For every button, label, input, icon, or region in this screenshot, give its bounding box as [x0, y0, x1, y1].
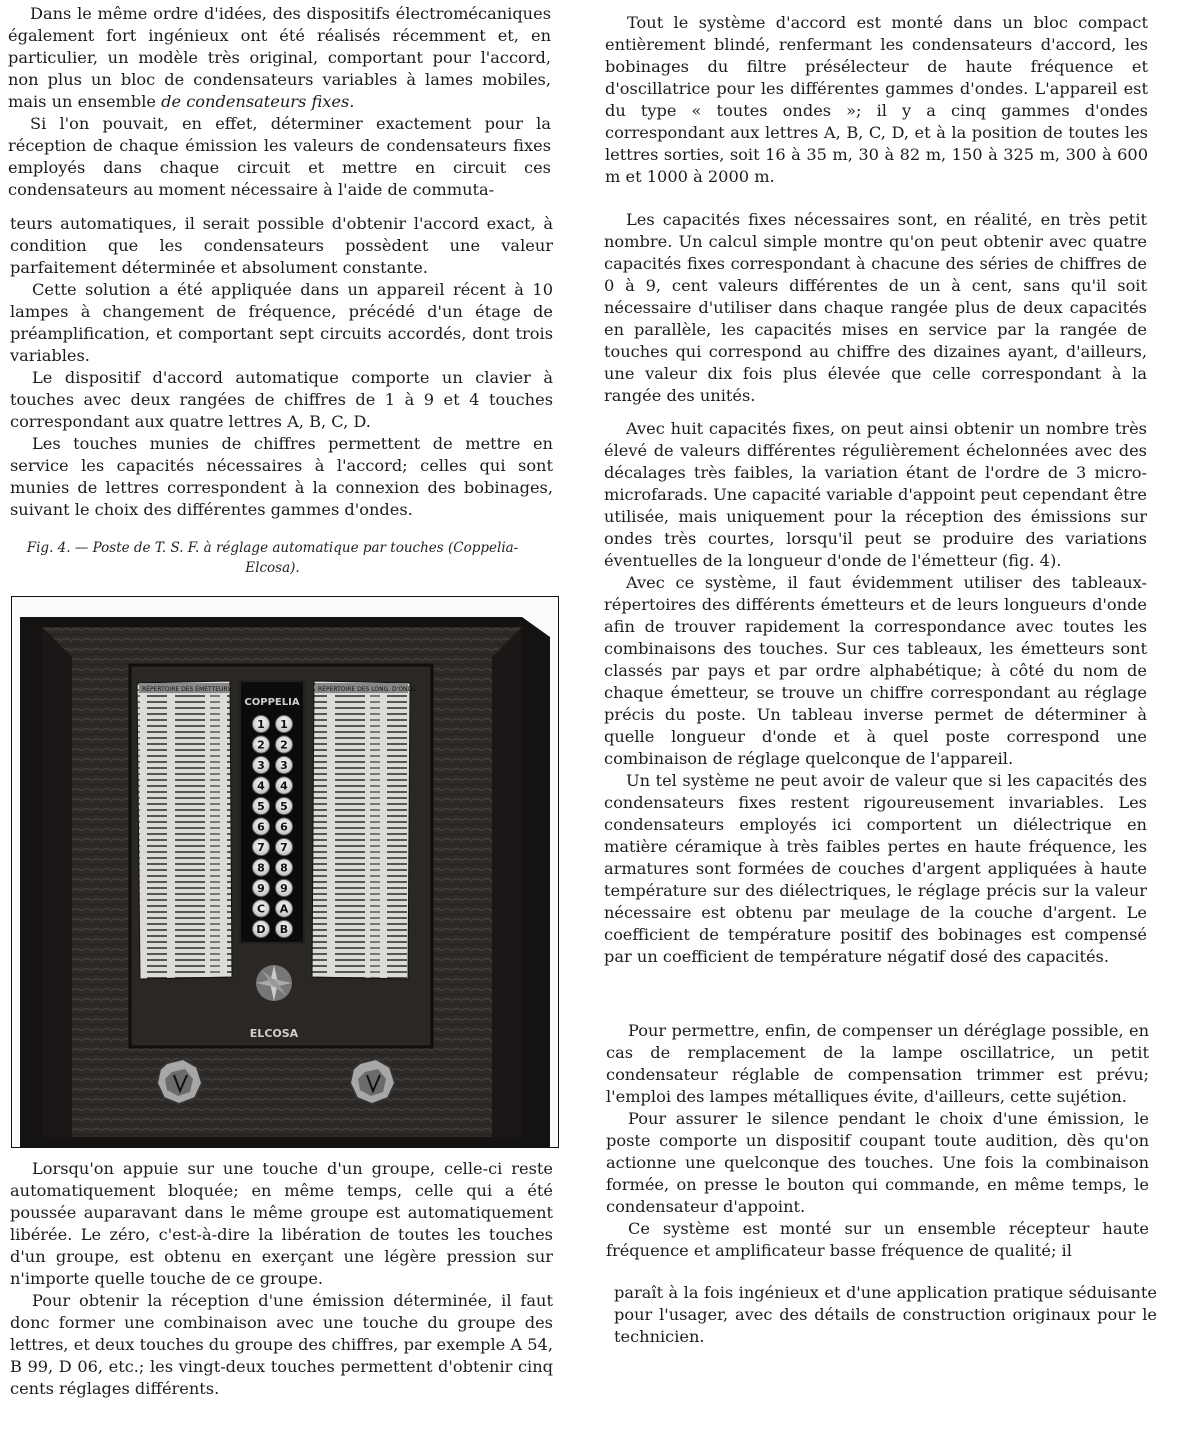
- brand-top-label: COPPELIA: [244, 697, 300, 708]
- right-column-top: [605, 12, 1148, 188]
- keypad-frame: [240, 681, 304, 943]
- radio-key-label: 3: [257, 759, 265, 772]
- radio-key-label: D: [256, 923, 266, 936]
- right-column-main: [604, 418, 1147, 968]
- paragraph: teurs automatiques, il serait possible d'obtenir l'accord exact, à condition que les condensateurs possèdent une valeur parfaitement déterminée et absolument constante.: [10, 214, 553, 277]
- figure-caption: Fig. 4. — Poste de T. S. F. à réglage automatique par touches (Coppelia-Elcosa).: [26, 540, 519, 576]
- radio-key-label: 6: [257, 820, 265, 834]
- radio-key-label: 3: [280, 759, 288, 772]
- paragraph: Lorsqu'on appuie sur une touche d'un groupe, celle-ci reste automatiquement bloquée; en même temps, celle qui a été poussée auparavant dans le même groupe est automatiquement libérée. Le zéro, c'est-à-dire la libération de toutes les touches d'un groupe, est obtenu en exerçant une légère pression sur n'importe quelle touche de ce groupe.: [10, 1159, 553, 1288]
- radio-key-label: 9: [257, 882, 265, 895]
- paragraph: Les touches munies de chiffres permettent de mettre en service les capacités nécessaires à l'accord; celles qui sont munies de lettres correspondent à la connexion des bobinages, suivant le choix des différentes gammes d'ondes.: [10, 434, 553, 519]
- right-column-final: [614, 1282, 1157, 1348]
- radio-key-label: C: [256, 902, 266, 916]
- paragraph: Le dispositif d'accord automatique comporte un clavier à touches avec deux rangées de chiffres de 1 à 9 et 4 touches correspondant aux quatre lettres A, B, C, D.: [10, 368, 553, 431]
- paragraph: Si l'on pouvait, en effet, déterminer exactement pour la réception de chaque émission les valeurs de condensateurs fixes employés dans chaque circuit et mettre en circuit ces condensateurs au moment nécessaire à l'aide de commuta-: [8, 114, 551, 199]
- radio-key-label: 5: [280, 800, 288, 813]
- radio-key-label: A: [279, 902, 289, 916]
- paragraph: Les capacités fixes nécessaires sont, en réalité, en très petit nombre. Un calcul simple montre qu'on peut obtenir avec quatre capacités fixes correspondant à chacune des séries de chiffres de 0 à 9, cent valeurs différentes de un à cent, sans qu'il soit nécessaire d'utiliser dans chaque rangée plus de deux capacités en parallèle, les capacités mises en service par la rangée de touches qui correspond au chiffre des dizaines ayant, d'ailleurs, une valeur dix fois plus élevée que celle correspondant à la rangée des unités.: [604, 210, 1147, 405]
- left-directory-panel: [137, 681, 232, 979]
- paragraph: Tout le système d'accord est monté dans un bloc compact entièrement blindé, renfermant les condensateurs d'accord, les bobinages du filtre présélecteur de haute fréquence et d'oscillatrice pour les différentes gammes d'ondes. L'appareil est du type « toutes ondes »; il y a cinq gammes d'ondes correspondant aux lettres A, B, C, D, et à la position de toutes les lettres sorties, soit 16 à 35 m, 30 à 82 m, 150 à 325 m, 300 à 600 m et 1000 à 2000 m.: [605, 13, 1148, 186]
- paragraph: Avec huit capacités fixes, on peut ainsi obtenir un nombre très élevé de valeurs différentes régulièrement échelonnées avec des décalages très faibles, la variation étant de l'ordre de 3 micro-microfarads. Une capacité variable d'appoint peut cependant être utilisée, mais uniquement pour la réception des émissions sur ondes très courtes, lorsqu'il peut se produire des variations éventuelles de la longueur d'onde de l'émetteur (fig. 4).: [604, 419, 1147, 570]
- left-knob: [157, 1059, 202, 1104]
- paragraph: Avec ce système, il faut évidemment utiliser des tableaux-répertoires des différents émetteurs et de leurs longueurs d'onde afin de trouver rapidement la correspondance avec toutes les combinaisons des touches. Sur ces tableaux, les émetteurs sont classés par pays et par ordre alphabétique; à côté du nom de chaque émetteur, se trouve un chiffre correspondant au réglage précis du poste. Un tableau inverse permet de déterminer à quelle longueur d'onde et à quel poste correspond une combinaison de réglage quelconque de l'appareil.: [604, 573, 1147, 768]
- radio-key-label: 8: [280, 861, 288, 875]
- radio-key-label: 1: [257, 718, 265, 731]
- radio-key-label: 8: [257, 861, 265, 875]
- right-directory-panel: [312, 681, 410, 979]
- right-panel-header: RÉPERTOIRE DES LONG. D'ONDE: [318, 686, 416, 693]
- right-column-middle: [604, 209, 1147, 407]
- paragraph: Dans le même ordre d'idées, des dispositifs électromécaniques également fort ingénieux ont été réalisés récemment et, en particulier, un modèle très original, comportant pour l'accord, non plus un bloc de condensateurs variables à lames mobiles, mais un ensemble de condensateurs fixes.: [8, 4, 551, 111]
- paragraph: Pour assurer le silence pendant le choix d'une émission, le poste comporte un dispositif coupant toute audition, dès qu'on actionne une quelconque des touches. Une fois la combinaison formée, on presse le bouton qui commande, en même temps, le condensateur d'appoint.: [606, 1109, 1149, 1216]
- left-column-bottom: [10, 1158, 553, 1400]
- radio-key-label: 6: [280, 820, 288, 834]
- paragraph: Pour permettre, enfin, de compenser un déréglage possible, en cas de remplacement de la lampe oscillatrice, un petit condensateur réglable de compensation trimmer est prévu; l'emploi des lampes métalliques évite, d'ailleurs, cette sujétion.: [606, 1021, 1149, 1106]
- radio-key-label: 4: [280, 779, 288, 793]
- radio-key-label: 7: [257, 841, 265, 854]
- radio-key-label: 5: [257, 800, 265, 813]
- brand-bottom-label: ELCOSA: [249, 1027, 299, 1040]
- right-column-lower: [606, 1020, 1149, 1262]
- radio-key-label: 4: [257, 779, 265, 793]
- paragraph: Cette solution a été appliquée dans un appareil récent à 10 lampes à changement de fréquence, précédé d'un étage de préamplification, et comportant sept circuits accordés, dont trois variables.: [10, 280, 553, 365]
- radio-key-label: B: [279, 923, 289, 936]
- figure-photo: [11, 596, 559, 1148]
- left-column-middle: [10, 213, 553, 521]
- radio-key-label: 7: [280, 841, 288, 854]
- radio-key-label: 1: [280, 718, 288, 731]
- paragraph: Pour obtenir la réception d'une émission déterminée, il faut donc former une combinaison avec une touche du groupe des lettres, et deux touches du groupe des chiffres, par exemple A 54, B 99, D 06, etc.; les vingt-deux touches permettent d'obtenir cinq cents réglages différents.: [10, 1291, 553, 1398]
- radio-key-label: 2: [257, 738, 265, 752]
- radio-key-label: 9: [280, 882, 288, 895]
- rosette-button: [256, 965, 292, 1001]
- paragraph: Un tel système ne peut avoir de valeur que si les capacités des condensateurs fixes restent rigoureusement invariables. Les condensateurs employés ici comportent un diélectrique en matière céramique à très faibles pertes en haute fréquence, les armatures sont formées de couches d'argent appliquées à haute température sur des diélectriques, le réglage précis sur la valeur nécessaire est obtenu par meulage de la couche d'argent. Le coefficient de température positif des bobinages est compensé par un coefficient de température négatif dosé des capacités.: [604, 771, 1147, 966]
- paragraph: Ce système est monté sur un ensemble récepteur haute fréquence et amplificateur basse fréquence de qualité; il: [606, 1219, 1149, 1260]
- paragraph: paraît à la fois ingénieux et d'une application pratique séduisante pour l'usager, avec des détails de construction originaux pour le technicien.: [614, 1283, 1157, 1346]
- radio-key-label: 2: [280, 738, 288, 752]
- radio-photo-illustration: [12, 597, 558, 1147]
- left-panel-header: RÉPERTOIRE DES ÉMETTEURS: [142, 686, 232, 693]
- right-knob: [350, 1059, 395, 1104]
- emphasis-text: de condensateurs fixes.: [161, 92, 355, 111]
- left-column-top: [8, 3, 551, 201]
